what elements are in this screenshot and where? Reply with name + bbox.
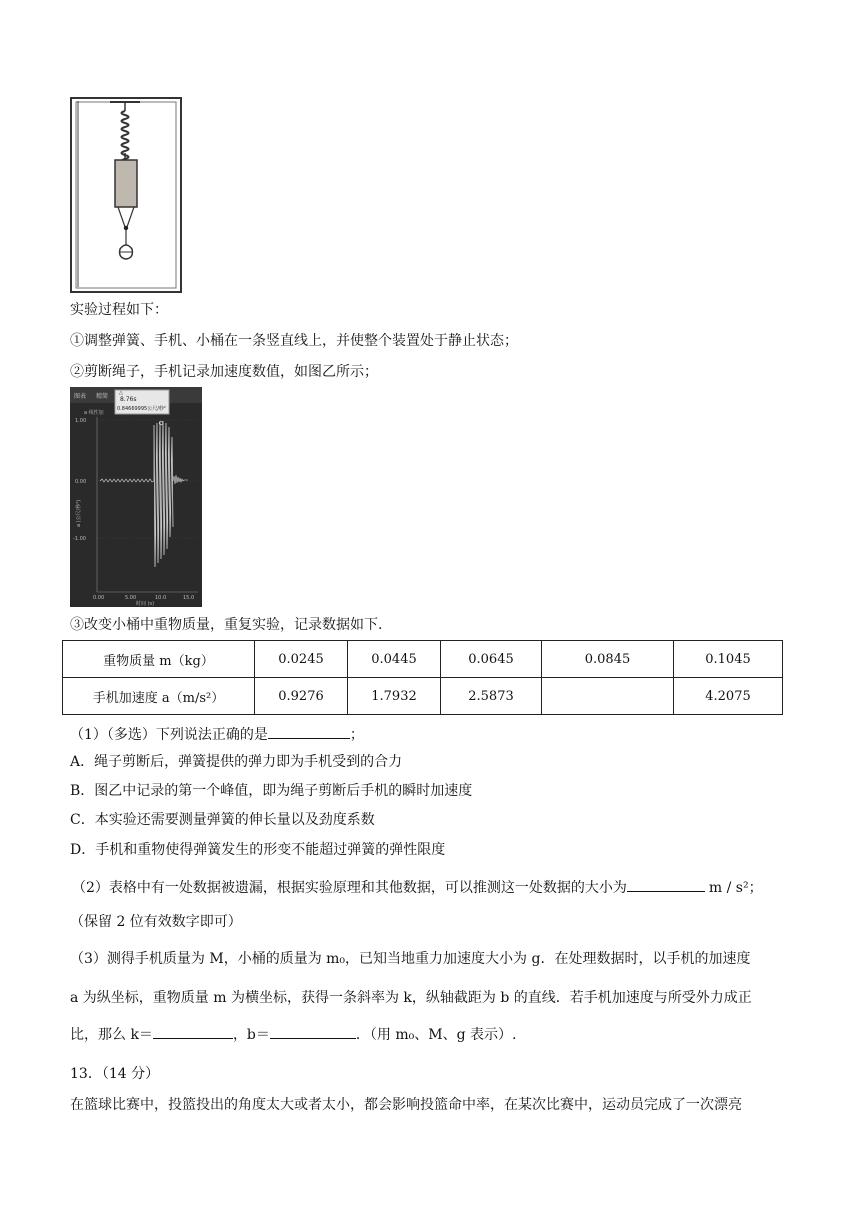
q1-option-b: B．图乙中记录的第一个峰值，即为绳子剪断后手机的瞬时加速度 bbox=[70, 783, 473, 799]
apparatus-figure bbox=[70, 97, 182, 293]
intro-label: 实验过程如下： bbox=[70, 302, 168, 318]
q1-stem-end: ； bbox=[349, 727, 364, 743]
q1-option-c: C．本实验还需要测量弹簧的伸长量以及劲度系数 bbox=[70, 812, 375, 828]
acceleration-plot bbox=[70, 387, 202, 607]
q2-note: （保留 2 位有效数字即可） bbox=[70, 914, 242, 930]
table-cell: 2.5873 bbox=[441, 678, 542, 715]
svg-text:△: △ bbox=[119, 390, 123, 396]
q2-unit: m / s² bbox=[708, 880, 749, 896]
q1-stem bbox=[70, 724, 364, 745]
spring-phone-diagram bbox=[70, 97, 182, 293]
q13-header: 13．（14 分） bbox=[70, 1066, 160, 1082]
table-cell: 0.9276 bbox=[255, 678, 348, 715]
q1-answer-blank[interactable] bbox=[268, 724, 350, 739]
q3-suffix: ．（用 m₀、M、g 表示）. bbox=[355, 1027, 517, 1043]
x-axis-label: 时间 (s) bbox=[136, 601, 155, 607]
q1-option-a: A．绳子剪断后，弹簧提供的弹力即为手机受到的合力 bbox=[70, 754, 403, 770]
phone-acceleration-screenshot bbox=[70, 387, 202, 607]
q3-k-blank[interactable] bbox=[153, 1024, 233, 1039]
table-cell: 1.7932 bbox=[348, 678, 441, 715]
q13-text: 在篮球比赛中，投篮投出的角度太大或者太小，都会影响投篮命中率，在某次比赛中，运动员完成了一次漂亮 bbox=[70, 1097, 742, 1113]
y-axis-label: a (公尺/秒²) bbox=[76, 499, 82, 527]
tab-chart: 图表 bbox=[74, 393, 87, 400]
table-cell: 4.2075 bbox=[674, 678, 783, 715]
y-tick-0: 0.00 bbox=[75, 479, 87, 485]
tab-simple: 精简 bbox=[96, 393, 109, 400]
x-tick-15: 15.0 bbox=[183, 595, 195, 601]
popup-time: 8.76s bbox=[120, 396, 137, 403]
x-tick-10: 10.0 bbox=[155, 595, 167, 601]
q3-line-3 bbox=[70, 1024, 516, 1045]
row-label-acceleration: 手机加速度 a（m/s²） bbox=[63, 678, 255, 715]
table-row-mass bbox=[63, 641, 783, 678]
y-tick-1: 1.00 bbox=[75, 418, 87, 424]
q1-option-d: D．手机和重物使得弹簧发生的形变不能超过弹簧的弹性限度 bbox=[70, 842, 446, 858]
table-cell-missing bbox=[542, 678, 674, 715]
series-label: a 线性加 bbox=[84, 410, 104, 416]
table-cell: 0.1045 bbox=[674, 641, 783, 678]
y-tick-neg1: -1.00 bbox=[73, 536, 86, 542]
q2-end: ； bbox=[748, 880, 763, 896]
table-cell: 0.0445 bbox=[348, 641, 441, 678]
table-cell: 0.0645 bbox=[441, 641, 542, 678]
data-table bbox=[62, 640, 783, 715]
q2-line bbox=[72, 877, 763, 898]
table-cell: 0.0845 bbox=[542, 641, 674, 678]
q1-stem-text: （1）（多选）下列说法正确的是 bbox=[70, 727, 268, 743]
step-2: ②剪断绳子，手机记录加速度数值，如图乙所示； bbox=[70, 364, 378, 380]
q3-line-2: a 为纵坐标，重物质量 m 为横坐标，获得一条斜率为 k，纵轴截距为 b 的直线．若手机加速度与所受外力成正 bbox=[70, 990, 752, 1006]
q2-answer-blank[interactable] bbox=[627, 877, 705, 892]
table-row-acceleration bbox=[63, 678, 783, 715]
x-tick-5: 5.00 bbox=[125, 595, 137, 601]
table-cell: 0.0245 bbox=[255, 641, 348, 678]
q3-k-label: 比，那么 k＝ bbox=[70, 1027, 153, 1043]
step-3: ③改变小桶中重物质量，重复实验，记录数据如下. bbox=[70, 617, 383, 633]
q3-b-blank[interactable] bbox=[270, 1024, 356, 1039]
q2-text: （2）表格中有一处数据被遗漏，根据实验原理和其他数据，可以推测这一处数据的大小为 bbox=[72, 880, 627, 896]
q3-line-1: （3）测得手机质量为 M，小桶的质量为 m₀，已知当地重力加速度大小为 g．在处理数据时，以手机的加速度 bbox=[70, 951, 751, 967]
step-1: ①调整弹簧、手机、小桶在一条竖直线上，并使整个装置处于静止状态； bbox=[70, 333, 518, 349]
q3-b-label: ，b＝ bbox=[232, 1027, 270, 1043]
row-label-mass: 重物质量 m（kg） bbox=[63, 641, 255, 678]
popup-value: 0.84669995公尺/秒² bbox=[117, 406, 166, 412]
x-tick-0: 0.00 bbox=[93, 595, 105, 601]
